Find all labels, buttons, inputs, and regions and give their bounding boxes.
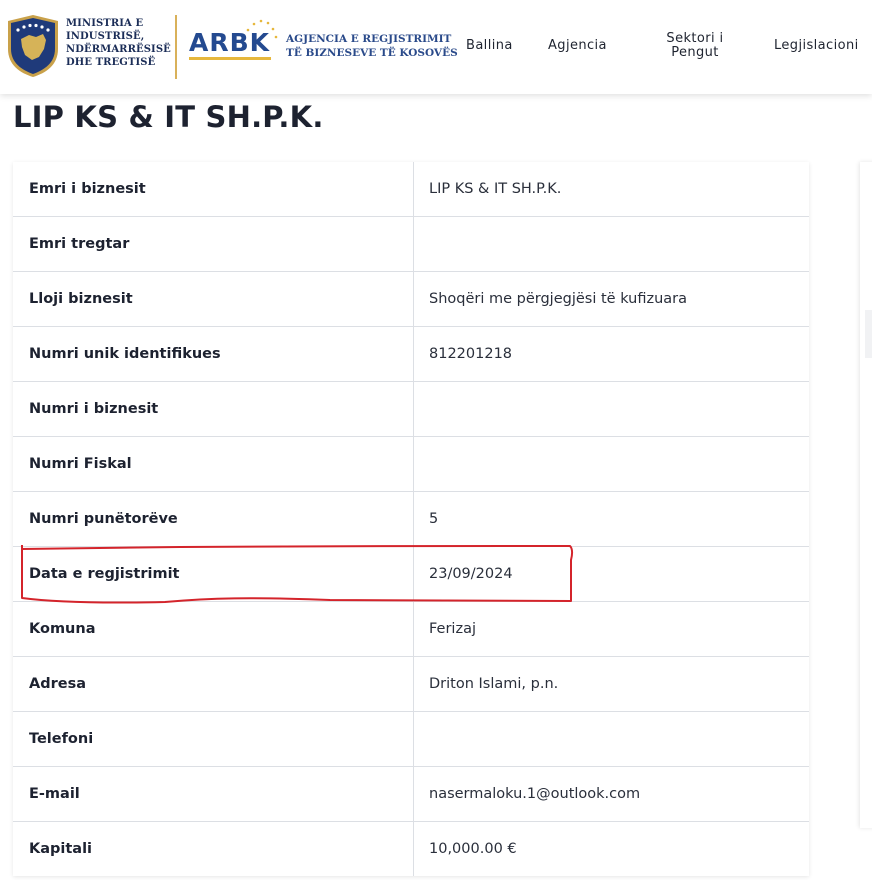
side-panel bbox=[860, 162, 872, 828]
field-value: 23/09/2024 bbox=[429, 566, 513, 582]
field-value bbox=[414, 712, 809, 766]
table-row bbox=[13, 656, 809, 711]
field-label: Adresa bbox=[13, 657, 414, 711]
site-header bbox=[0, 0, 872, 94]
field-label: Numri punëtorëve bbox=[13, 492, 414, 546]
header-divider bbox=[175, 15, 177, 79]
table-row bbox=[13, 436, 809, 491]
agency-name bbox=[286, 32, 458, 60]
agency-line: AGJENCIA E REGJISTRIMIT bbox=[286, 33, 452, 45]
table-row bbox=[13, 491, 809, 546]
field-label: Numri unik identifikues bbox=[13, 327, 414, 381]
field-value: Driton Islami, p.n. bbox=[429, 676, 559, 692]
agency-line: TË BIZNESEVE TË KOSOVËS bbox=[286, 47, 458, 59]
field-label: E-mail bbox=[13, 767, 414, 821]
field-label: Lloji biznesit bbox=[13, 272, 414, 326]
table-row bbox=[13, 546, 809, 601]
field-label: Emri tregtar bbox=[13, 217, 414, 271]
field-value: 5 bbox=[429, 511, 439, 527]
side-panel-tab[interactable] bbox=[865, 310, 872, 358]
field-value: LIP KS & IT SH.P.K. bbox=[429, 181, 562, 197]
table-row bbox=[13, 381, 809, 436]
field-value bbox=[414, 437, 809, 491]
table-row bbox=[13, 271, 809, 326]
arbk-logo[interactable]: ARBK bbox=[189, 28, 271, 57]
field-value: 10,000.00 € bbox=[429, 841, 517, 857]
nav-sektori-i-pengut[interactable]: Sektori i Pengut bbox=[666, 31, 724, 60]
ministry-line: DHE TREGTISË bbox=[66, 57, 156, 68]
field-label: Komuna bbox=[13, 602, 414, 656]
nav-ballina[interactable]: Ballina bbox=[466, 38, 513, 53]
table-row bbox=[13, 326, 809, 381]
field-label: Numri i biznesit bbox=[13, 382, 414, 436]
business-details-table bbox=[13, 162, 809, 876]
page-title: LIP KS & IT SH.P.K. bbox=[13, 100, 324, 134]
ministry-line: MINISTRIA E bbox=[66, 18, 144, 29]
ministry-line: NDËRMARRËSISË bbox=[66, 44, 171, 55]
nav-legjislacioni[interactable]: Legjislacioni bbox=[774, 38, 859, 53]
field-value bbox=[414, 217, 809, 271]
table-row bbox=[13, 766, 809, 821]
table-row bbox=[13, 216, 809, 271]
field-value: 812201218 bbox=[429, 346, 513, 362]
kosovo-coat-of-arms-icon bbox=[6, 13, 60, 79]
ministry-line: INDUSTRISË, bbox=[66, 31, 145, 42]
field-label: Kapitali bbox=[13, 822, 414, 876]
field-value: Ferizaj bbox=[429, 621, 476, 637]
field-label: Numri Fiskal bbox=[13, 437, 414, 491]
table-row bbox=[13, 821, 809, 876]
table-row bbox=[13, 711, 809, 766]
field-value: nasermaloku.1@outlook.com bbox=[429, 786, 641, 802]
nav-agjencia[interactable]: Agjencia bbox=[548, 38, 607, 53]
arbk-logo-underline bbox=[189, 57, 271, 60]
field-label: Emri i biznesit bbox=[13, 162, 414, 216]
field-label: Telefoni bbox=[13, 712, 414, 766]
table-row bbox=[13, 162, 809, 216]
table-row bbox=[13, 601, 809, 656]
field-label: Data e regjistrimit bbox=[13, 547, 414, 601]
field-value bbox=[414, 382, 809, 436]
ministry-name bbox=[66, 17, 178, 69]
field-value: Shoqëri me përgjegjësi të kufizuara bbox=[429, 291, 687, 307]
